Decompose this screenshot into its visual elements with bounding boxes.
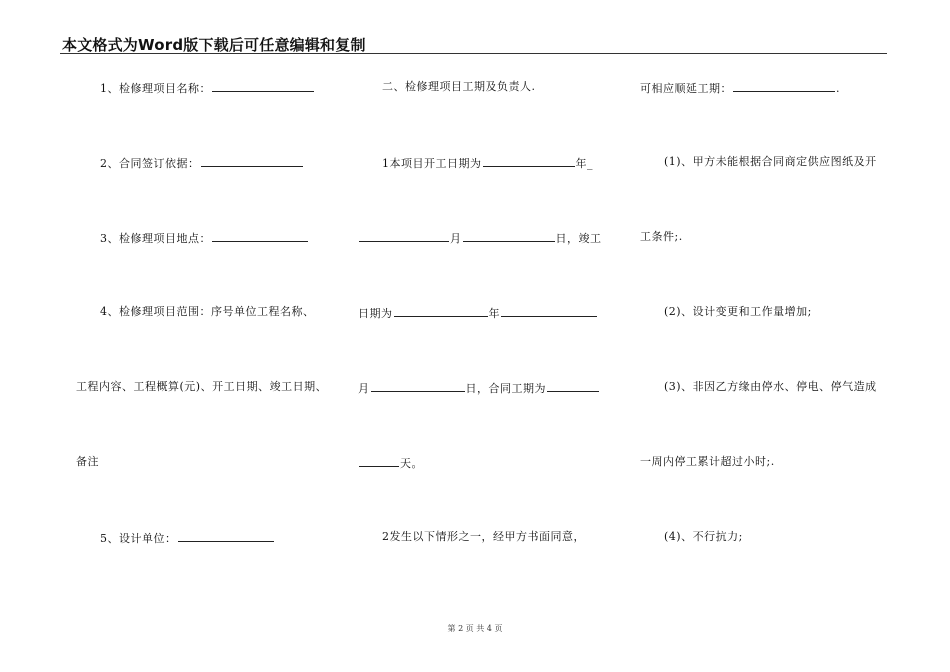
start-day-blank [463, 230, 555, 242]
condition1-text: (1)、甲方未能根据合同商定供应图纸及开 [664, 155, 877, 168]
item4-end-text: 备注 [76, 455, 99, 468]
col2-line4 [358, 380, 600, 396]
col2-line3 [358, 305, 598, 321]
month-label: 月 [450, 232, 462, 245]
condition2-text: (2)、设计变更和工作量增加; [664, 305, 812, 318]
end-year-label: 年 [488, 307, 500, 320]
item2-blank [201, 155, 303, 167]
extension-blank [733, 80, 835, 92]
col3-line5 [664, 380, 877, 394]
end-day-blank [371, 380, 465, 392]
item2-line [100, 155, 304, 171]
col2-line6 [382, 530, 585, 544]
condition3-text: (3)、非因乙方缘由停水、停电、停气造成 [664, 380, 877, 393]
item5-blank [178, 530, 274, 542]
item4-continuation [76, 380, 327, 394]
item1-blank [212, 80, 314, 92]
item4-end [76, 455, 99, 469]
item3-line [100, 230, 309, 246]
item4-label: 4、检修理项目范围：序号单位工程名称、 [100, 305, 315, 318]
col2-line5 [358, 455, 423, 471]
end-year-blank [394, 305, 488, 317]
item3-blank [212, 230, 308, 242]
col3-line7 [664, 530, 743, 544]
condition3-cont: 一周内停工累计超过小时;. [640, 455, 775, 468]
item2-label: 2、合同签订依据： [100, 157, 200, 170]
condition4-text: (4)、不行抗力; [664, 530, 743, 543]
col3-line1 [640, 80, 840, 96]
page-footer: 第 2 页 共 4 页 [447, 624, 503, 633]
item1-label: 1、检修理项目名称： [100, 82, 211, 95]
item1-line [100, 80, 315, 96]
year-label: 年_ [575, 157, 593, 170]
item4-line [100, 305, 315, 319]
extension-period: . [836, 82, 840, 95]
contract-duration-label: 日，合同工期为 [465, 382, 546, 395]
item5-line [100, 530, 275, 546]
start-month-blank [359, 230, 449, 242]
header-divider [60, 53, 887, 54]
start-date-label: 1本项目开工日期为 [382, 157, 482, 170]
condition1-cont: 工条件;. [640, 230, 683, 243]
item5-label: 5、设计单位： [100, 532, 177, 545]
col2-line1 [382, 155, 593, 171]
section-heading: 二、检修理项目工期及负责人. [382, 80, 536, 93]
days-blank [359, 455, 399, 467]
days-label: 天。 [400, 457, 423, 470]
item3-label: 3、检修理项目地点： [100, 232, 211, 245]
col3-line4 [664, 305, 812, 319]
document-header-title: 本文格式为Word版下载后可任意编辑和复制 [62, 36, 366, 54]
day-completion-label: 日，竣工 [555, 232, 602, 245]
duration-blank [547, 380, 599, 392]
col3-line3 [640, 230, 683, 244]
col3-line2 [664, 155, 877, 169]
item4-cont-text: 工程内容、工程概算(元)、开工日期、竣工日期、 [76, 380, 328, 393]
col2-line2 [358, 230, 602, 246]
start-year-blank [483, 155, 575, 167]
extension-label: 可相应顺延工期： [640, 82, 732, 95]
end-month-blank [501, 305, 597, 317]
end-month-label: 月 [358, 382, 370, 395]
extension-conditions-text: 2发生以下情形之一，经甲方书面同意， [382, 530, 585, 543]
col2-heading [382, 80, 536, 94]
col3-line6 [640, 455, 775, 469]
completion-date-label: 日期为 [358, 307, 393, 320]
